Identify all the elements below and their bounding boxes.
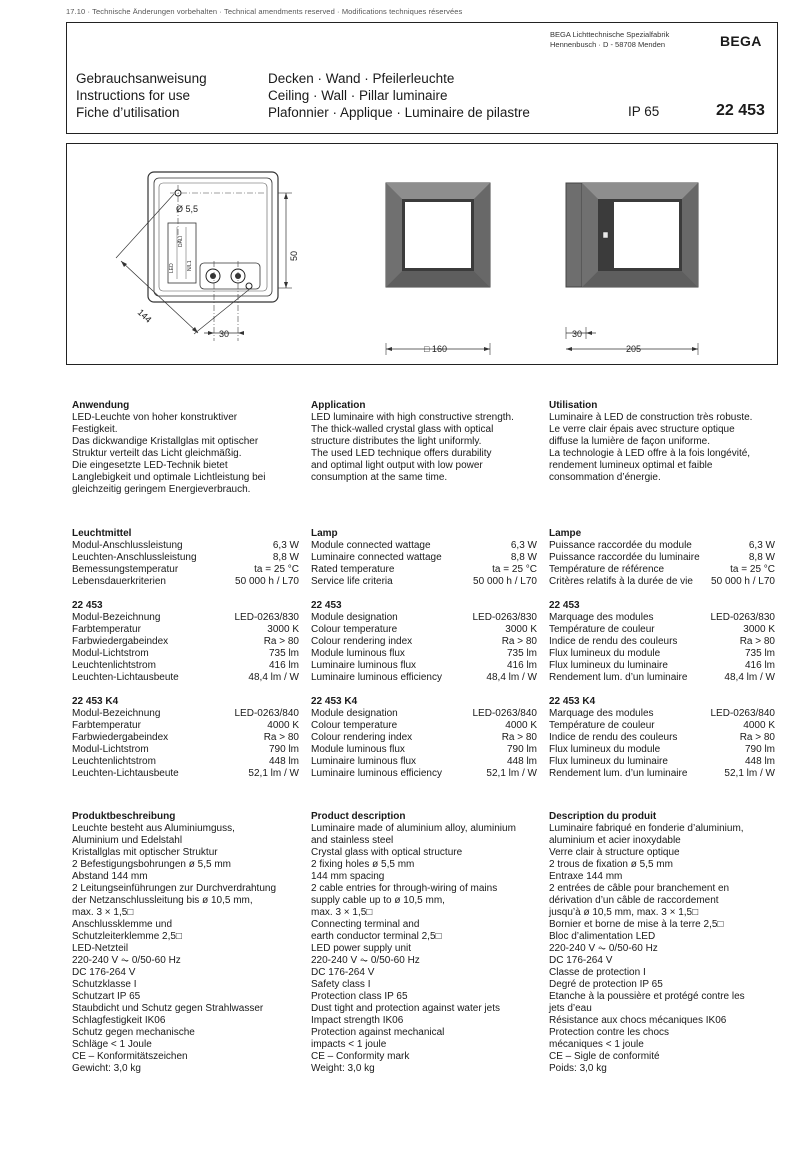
- description-line: Impact strength IK06: [311, 1015, 404, 1026]
- spec-row: Luminaire luminous efficiency 48,4 lm / W: [311, 672, 537, 683]
- spec-row: Flux lumineux du luminaire 416 lm: [549, 660, 775, 671]
- description-fr-title: Description du produit: [549, 811, 657, 822]
- spec-row: Luminaire connected wattage 8,8 W: [311, 552, 537, 563]
- description-line: Kristallglas mit optischer Struktur: [72, 847, 218, 858]
- spec-row: Module designation LED-0263/840: [311, 708, 537, 719]
- spec-row: Modul-Lichtstrom 790 lm: [72, 744, 299, 755]
- description-line: Degré de protection IP 65: [549, 979, 663, 990]
- description-fr: [549, 811, 779, 1075]
- usage-en: [311, 400, 541, 484]
- usage-fr-line: consommation d’énergie.: [549, 472, 661, 483]
- usage-de-line: Die eingesetzte LED-Technik bietet: [72, 460, 228, 471]
- spec-row: Modul-Bezeichnung LED-0263/830: [72, 612, 299, 623]
- description-de: [72, 811, 302, 1075]
- usage-de-line: Langlebigkeit und optimale Lichtleistung bei: [72, 472, 266, 483]
- spec-row: Leuchtenlichtstrom 416 lm: [72, 660, 299, 671]
- description-line: LED-Netzteil: [72, 943, 129, 954]
- spec-row: Marquage des modules LED-0263/840: [549, 708, 775, 719]
- usage-fr-title: Utilisation: [549, 400, 598, 411]
- technical-drawings: [66, 143, 778, 365]
- description-line: Protection contre les chocs: [549, 1027, 670, 1038]
- usage-en-title: Application: [311, 400, 366, 411]
- description-line: max. 3 × 1,5□: [311, 907, 373, 918]
- description-line: Verre clair à structure optique: [549, 847, 680, 858]
- description-line: Schläge < 1 Joule: [72, 1039, 152, 1050]
- description-line: Schutzart IP 65: [72, 991, 141, 1002]
- company-address: [550, 30, 669, 50]
- description-line: Safety class I: [311, 979, 371, 990]
- spec-row: Flux lumineux du module 790 lm: [549, 744, 775, 755]
- spec-row: Critères relatifs à la durée de vie 50 000 h / L70: [549, 576, 775, 587]
- description-line: Classe de protection I: [549, 967, 646, 978]
- description-line: Schlagfestigkeit IK06: [72, 1015, 166, 1026]
- spec-row: Leuchten-Anschlussleistung 8,8 W: [72, 552, 299, 563]
- spec-row: Rendement lum. d’un luminaire 48,4 lm / W: [549, 672, 775, 683]
- spec-row: Température de couleur 3000 K: [549, 624, 775, 635]
- description-line: impacts < 1 joule: [311, 1039, 387, 1050]
- description-line: 2 fixing holes ø 5,5 mm: [311, 859, 415, 870]
- description-line: DC 176-264 V: [72, 967, 136, 978]
- usage-en-line: The used LED technique offers durability: [311, 448, 492, 459]
- ce-mark-line: CE – Conformity mark: [311, 1051, 410, 1062]
- spec-row: Module luminous flux 735 lm: [311, 648, 537, 659]
- description-line: Schutzklasse I: [72, 979, 137, 990]
- usage-de-line: gleichzeitig geringem Energieverbrauch.: [72, 484, 251, 495]
- description-line: LED power supply unit: [311, 943, 412, 954]
- spec-row: Farbtemperatur 4000 K: [72, 720, 299, 731]
- spec-row: Module connected wattage 6,3 W: [311, 540, 537, 551]
- spec-row: Leuchten-Lichtausbeute 52,1 lm / W: [72, 768, 299, 779]
- variant1-de-title: 22 453: [72, 600, 103, 611]
- description-de-title: Produktbeschreibung: [72, 811, 176, 822]
- usage-fr-line: La technologie à LED offre à la fois longévité,: [549, 448, 751, 459]
- description-line: 2 trous de fixation ø 5,5 mm: [549, 859, 673, 870]
- spec-row: Bemessungstemperatur ta = 25 °C: [72, 564, 299, 575]
- spec-row: Rendement lum. d’un luminaire 52,1 lm / W: [549, 768, 775, 779]
- description-line: Entraxe 144 mm: [549, 871, 623, 882]
- dimension-30-back: 30: [219, 329, 230, 339]
- spec-row: Colour rendering index Ra > 80: [311, 732, 537, 743]
- description-line: earth conductor terminal 2,5□: [311, 931, 442, 942]
- description-line: 2 entrées de câble pour branchement en: [549, 883, 730, 894]
- spec-row: Luminaire luminous efficiency 52,1 lm / W: [311, 768, 537, 779]
- description-line: Luminaire made of aluminium alloy, aluminium: [311, 823, 516, 834]
- spec-row: Puissance raccordée du module 6,3 W: [549, 540, 775, 551]
- usage-de: [72, 400, 302, 496]
- description-line: Aluminium und Edelstahl: [72, 835, 183, 846]
- description-line: Dust tight and protection against water jets: [311, 1003, 500, 1014]
- brand-logo: BEGA: [720, 33, 762, 49]
- description-line: max. 3 × 1,5□: [72, 907, 134, 918]
- variant1-fr-title: 22 453: [549, 600, 580, 611]
- revision-notice: 17.10 · Technische Änderungen vorbehalten · Technical amendments reserved · Modifications techniques réservées: [66, 7, 463, 16]
- ce-mark-line: CE – Konformitätszeichen: [72, 1051, 188, 1062]
- back-view-drawing: [116, 172, 299, 341]
- doc-type-en: Instructions for use: [76, 88, 191, 103]
- spec-row: Farbtemperatur 3000 K: [72, 624, 299, 635]
- description-line: Abstand 144 mm: [72, 871, 148, 882]
- description-line: Poids: 3,0 kg: [549, 1063, 607, 1074]
- description-line: Schutzleiterklemme 2,5□: [72, 931, 182, 942]
- spec-row: Colour temperature 3000 K: [311, 624, 537, 635]
- doc-type-fr: Fiche d’utilisation: [76, 105, 180, 120]
- description-line: Staubdicht und Schutz gegen Strahlwasser: [72, 1003, 264, 1014]
- description-line: der Netzanschlussleitung bis ø 10,5 mm,: [72, 895, 253, 906]
- spec-row: Flux lumineux du luminaire 448 lm: [549, 756, 775, 767]
- spec-row: Puissance raccordée du luminaire 8,8 W: [549, 552, 775, 563]
- description-line: 2 Leitungseinführungen zur Durchverdrahtung: [72, 883, 277, 894]
- description-line: DC 176-264 V: [311, 967, 375, 978]
- description-line: Bornier et borne de mise à la terre 2,5□: [549, 919, 724, 930]
- spec-row: Module luminous flux 790 lm: [311, 744, 537, 755]
- usage-de-line: Das dickwandige Kristallglas mit optischer: [72, 436, 259, 447]
- variant2-en-title: 22 453 K4: [311, 696, 358, 707]
- description-line: 220-240 V ⏦ 0/50-60 Hz: [311, 955, 420, 966]
- company-location: Hennenbusch · D - 58708 Menden: [550, 40, 666, 49]
- spec-row: Flux lumineux du module 735 lm: [549, 648, 775, 659]
- usage-en-line: LED luminaire with high constructive strength.: [311, 412, 514, 423]
- company-name: BEGA Lichttechnische Spezialfabrik: [550, 30, 670, 39]
- usage-de-title: Anwendung: [72, 400, 130, 411]
- product-type-en: Ceiling · Wall · Pillar luminaire: [268, 88, 448, 103]
- description-line: Leuchte besteht aus Aluminiumguss,: [72, 823, 235, 834]
- spec-row: Indice de rendu des couleurs Ra > 80: [549, 732, 775, 743]
- variant1-en-title: 22 453: [311, 600, 342, 611]
- description-line: Schutz gegen mechanische: [72, 1027, 195, 1038]
- description-line: Connecting terminal and: [311, 919, 420, 930]
- spec-row: Colour rendering index Ra > 80: [311, 636, 537, 647]
- lamp-en-title: Lamp: [311, 528, 338, 539]
- description-line: supply cable up to ø 10,5 mm,: [311, 895, 445, 906]
- spec-row: Rated temperature ta = 25 °C: [311, 564, 537, 575]
- usage-fr-line: rendement lumineux optimal et faible: [549, 460, 713, 471]
- usage-fr-line: diffuse la lumière de façon uniforme.: [549, 436, 711, 447]
- spec-row: Module designation LED-0263/830: [311, 612, 537, 623]
- dimension-30-side: 30: [572, 329, 583, 339]
- dimension-205: 205: [626, 344, 642, 354]
- description-line: Weight: 3,0 kg: [311, 1063, 375, 1074]
- spec-row: Farbwiedergabeindex Ra > 80: [72, 732, 299, 743]
- description-line: 220-240 V ⏦ 0/50-60 Hz: [72, 955, 181, 966]
- lamp-fr-title: Lampe: [549, 528, 582, 539]
- usage-de-line: Festigkeit.: [72, 424, 118, 435]
- description-line: Luminaire fabriqué en fonderie d’aluminium,: [549, 823, 744, 834]
- spec-row: Modul-Lichtstrom 735 lm: [72, 648, 299, 659]
- usage-fr-line: Le verre clair épais avec structure optique: [549, 424, 735, 435]
- spec-row: Farbwiedergabeindex Ra > 80: [72, 636, 299, 647]
- terminal-label-2: DALI: [178, 235, 184, 247]
- article-number: 22 453: [716, 102, 765, 119]
- spec-row: Colour temperature 4000 K: [311, 720, 537, 731]
- spec-row: Lebensdauerkriterien 50 000 h / L70: [72, 576, 299, 587]
- usage-en-line: and optimal light output with low power: [311, 460, 483, 471]
- description-line: mécaniques < 1 joule: [549, 1039, 644, 1050]
- description-line: 2 Befestigungsbohrungen ø 5,5 mm: [72, 859, 231, 870]
- description-line: Protection against mechanical: [311, 1027, 445, 1038]
- description-line: 220-240 V ⏦ 0/50-60 Hz: [549, 943, 658, 954]
- description-line: Etanche à la poussière et protégé contre les: [549, 991, 745, 1002]
- doc-type-de: Gebrauchsanweisung: [76, 71, 207, 86]
- usage-fr-line: Luminaire à LED de construction très robuste.: [549, 412, 753, 423]
- description-line: and stainless steel: [311, 835, 394, 846]
- spec-row: Leuchten-Lichtausbeute 48,4 lm / W: [72, 672, 299, 683]
- spec-row: Leuchtenlichtstrom 448 lm: [72, 756, 299, 767]
- description-line: DC 176-264 V: [549, 955, 613, 966]
- side-view-drawing: [566, 183, 698, 355]
- usage-en-line: structure distributes the light uniformly.: [311, 436, 482, 447]
- variant2-fr-title: 22 453 K4: [549, 696, 596, 707]
- dimension-144: 144: [135, 307, 154, 325]
- product-type: [268, 70, 530, 121]
- document-type: [76, 70, 207, 121]
- description-line: Résistance aux chocs mécaniques IK06: [549, 1015, 727, 1026]
- spec-row: Luminaire luminous flux 416 lm: [311, 660, 537, 671]
- description-line: Anschlussklemme und: [72, 919, 173, 930]
- usage-de-line: LED-Leuchte von hoher konstruktiver: [72, 412, 238, 423]
- spec-row: Marquage des modules LED-0263/830: [549, 612, 775, 623]
- description-line: Crystal glass with optical structure: [311, 847, 463, 858]
- description-line: 144 mm spacing: [311, 871, 385, 882]
- spec-row: Modul-Anschlussleistung 6,3 W: [72, 540, 299, 551]
- lamp-de-title: Leuchtmittel: [72, 528, 132, 539]
- variant2-de-title: 22 453 K4: [72, 696, 119, 707]
- terminal-label-1: LED: [169, 263, 175, 273]
- spec-row: Température de référence ta = 25 °C: [549, 564, 775, 575]
- specs-en: [311, 528, 537, 780]
- description-en-title: Product description: [311, 811, 406, 822]
- usage-de-line: Struktur verteilt das Licht gleichmäßig.: [72, 448, 242, 459]
- spec-row: Indice de rendu des couleurs Ra > 80: [549, 636, 775, 647]
- spec-row: Température de couleur 4000 K: [549, 720, 775, 731]
- description-line: Bloc d’alimentation LED: [549, 931, 656, 942]
- product-type-de: Decken · Wand · Pfeilerleuchte: [268, 71, 455, 86]
- description-line: dérivation d’un câble de raccordement: [549, 895, 719, 906]
- specs-fr: [549, 528, 775, 780]
- spec-row: Service life criteria 50 000 h / L70: [311, 576, 537, 587]
- description-line: 2 cable entries for through-wiring of mains: [311, 883, 498, 894]
- usage-fr: [549, 400, 779, 484]
- terminal-label-3: N/L1: [187, 260, 193, 271]
- usage-en-line: The thick-walled crystal glass with optical: [311, 424, 494, 435]
- description-line: jusqu’à ø 10,5 mm, max. 3 × 1,5□: [549, 907, 699, 918]
- spec-row: Modul-Bezeichnung LED-0263/840: [72, 708, 299, 719]
- description-en: [311, 811, 541, 1075]
- front-view-drawing: [386, 183, 490, 355]
- product-type-fr: Plafonnier · Applique · Luminaire de pilastre: [268, 105, 530, 120]
- description-line: Gewicht: 3,0 kg: [72, 1063, 141, 1074]
- description-line: jets d’eau: [549, 1003, 592, 1014]
- dimension-160: □ 160: [424, 344, 447, 354]
- ce-mark-line: CE – Sigle de conformité: [549, 1051, 660, 1062]
- description-line: Protection class IP 65: [311, 991, 408, 1002]
- ip-rating: IP 65: [628, 104, 660, 119]
- specs-de: [72, 528, 299, 780]
- usage-en-line: consumption at the same time.: [311, 472, 448, 483]
- description-line: aluminium et acier inoxydable: [549, 835, 681, 846]
- dimension-50: 50: [289, 250, 299, 261]
- hole-diameter-label: Ø 5,5: [176, 204, 199, 214]
- spec-row: Luminaire luminous flux 448 lm: [311, 756, 537, 767]
